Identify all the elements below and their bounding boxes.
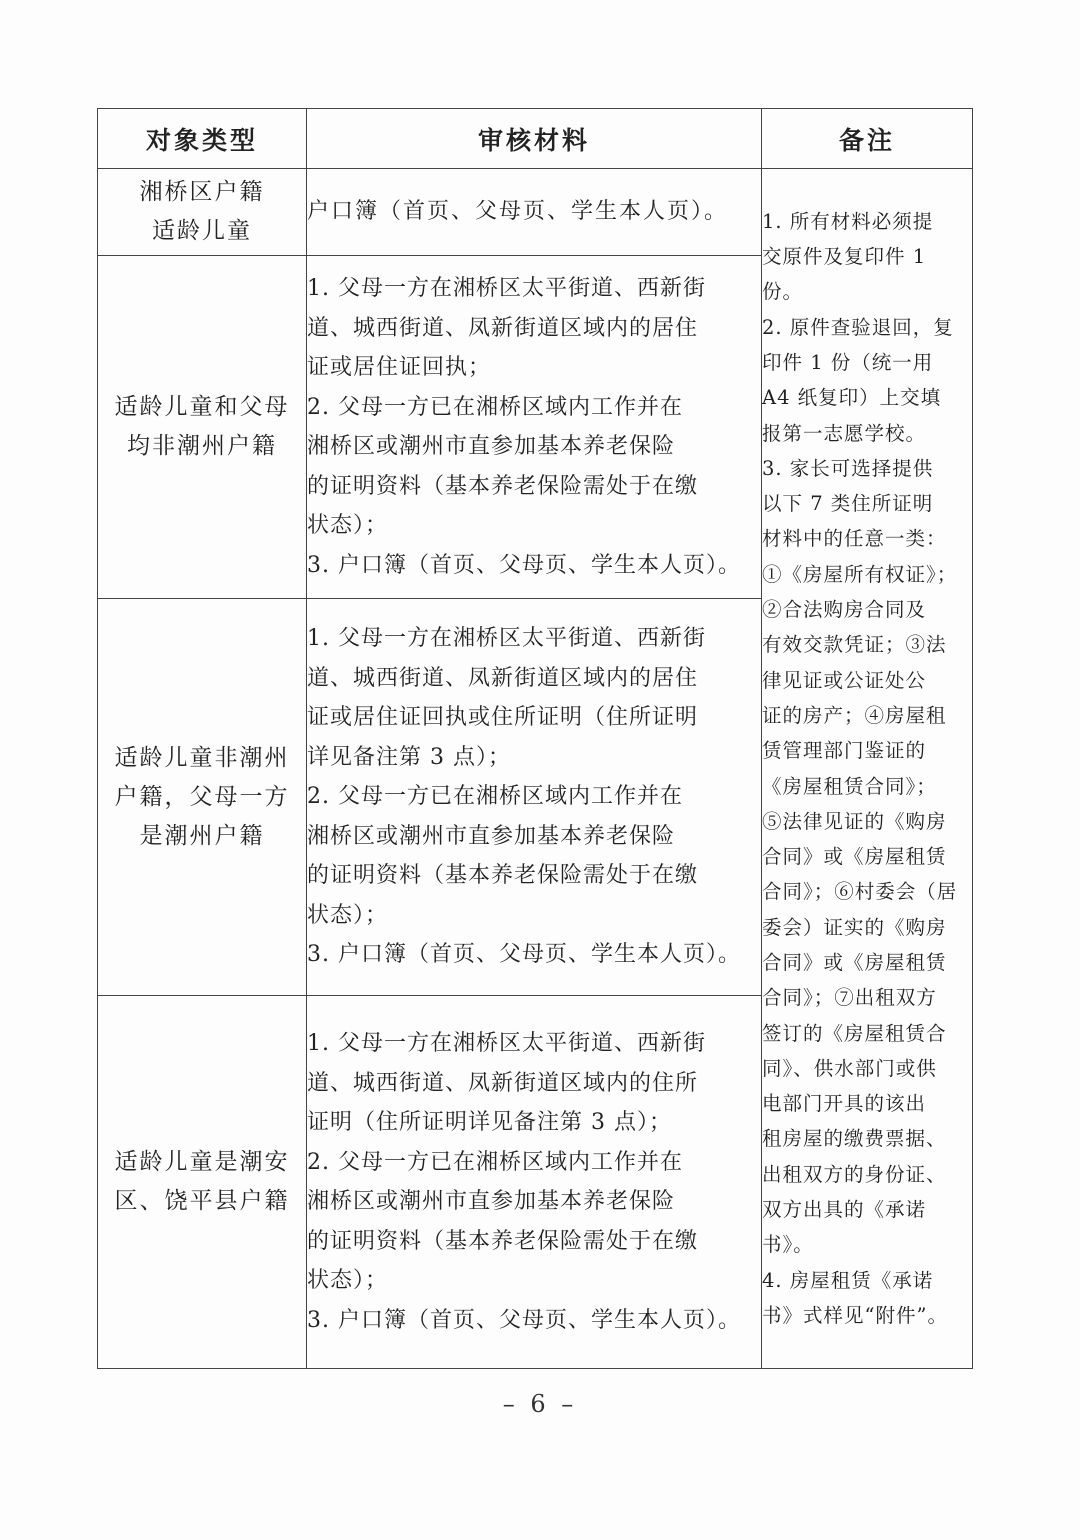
material-line: 证或居住证回执； [307, 355, 492, 380]
materials-cell [307, 599, 762, 996]
page-number: – 6 – [502, 1390, 578, 1418]
object-type-cell [98, 169, 307, 256]
header-object-type: 对象类型 [98, 109, 307, 169]
object-type-line: 适龄儿童和父母 [114, 394, 290, 420]
material-line: 3. 户口簿（首页、父母页、学生本人页）。 [307, 1307, 741, 1333]
material-line: 状态）； [307, 1268, 389, 1293]
material-line: 湘桥区或潮州市直参加基本养老保险 [307, 823, 676, 849]
note-line: 双方出具的《承诺 [762, 1198, 927, 1222]
note-line: 有效交款凭证；③法 [762, 633, 947, 657]
material-line: 道、城西街道、凤新街道区域内的住所 [307, 1070, 699, 1096]
note-line: 4. 房屋租赁《承诺 [762, 1268, 934, 1292]
material-line: 湘桥区或潮州市直参加基本养老保险 [307, 434, 676, 459]
note-line: 份。 [762, 280, 804, 304]
materials-cell [307, 996, 762, 1369]
object-type-line: 是潮州户籍 [139, 822, 265, 849]
object-type-line: 适龄儿童非潮州 [114, 744, 290, 771]
note-line: 报第一志愿学校。 [762, 421, 927, 445]
object-type-cell [98, 256, 307, 599]
material-line: 1. 父母一方在湘桥区太平街道、西新街 [307, 1031, 706, 1056]
note-line: 交原件及复印件 1 [762, 245, 927, 269]
note-line: 《房屋租赁合同》； [762, 774, 937, 798]
note-line: ⑤法律见证的《购房 [762, 809, 947, 833]
note-line: 印件 1 份（统一用 [762, 350, 934, 374]
note-line: 合同》或《房屋租赁 [762, 950, 947, 974]
material-line: 3. 户口簿（首页、父母页、学生本人页）。 [307, 942, 741, 968]
object-type-line: 区、饶平县户籍 [114, 1188, 290, 1214]
object-type-cell [98, 599, 307, 996]
note-line: 合同》；⑦出租双方 [762, 986, 937, 1010]
object-type-line: 适龄儿童 [152, 218, 252, 244]
materials-cell [307, 256, 762, 599]
note-line: ②合法购房合同及 [762, 598, 927, 622]
material-line: 2. 父母一方已在湘桥区域内工作并在 [307, 784, 683, 810]
note-line: 证的房产；④房屋租 [762, 703, 947, 727]
header-materials: 审核材料 [307, 109, 762, 169]
note-line: 书》式样见“附件”。 [762, 1303, 948, 1327]
object-type-cell [98, 996, 307, 1369]
note-line: 书》。 [762, 1233, 814, 1257]
note-line: 租房屋的缴费票据、 [762, 1127, 947, 1151]
note-line: 同》、供水部门或供 [762, 1056, 937, 1080]
note-line: 合同》或《房屋租赁 [762, 845, 947, 869]
material-line: 状态）； [307, 513, 389, 538]
materials-table [97, 108, 973, 1369]
material-line: 的证明资料（基本养老保险需处于在缴 [307, 863, 699, 889]
header-remarks: 备注 [762, 109, 973, 169]
material-line: 1. 父母一方在湘桥区太平街道、西新街 [307, 276, 706, 301]
material-line: 证或居住证回执或住所证明（住所证明 [307, 705, 699, 731]
material-line: 详见备注第 3 点）； [307, 744, 511, 770]
material-line: 2. 父母一方已在湘桥区域内工作并在 [307, 394, 683, 420]
material-line: 的证明资料（基本养老保险需处于在缴 [307, 1228, 699, 1254]
object-type-line: 户籍，父母一方 [114, 783, 290, 810]
table-row [98, 169, 973, 256]
note-line: ①《房屋所有权证》； [762, 562, 958, 586]
note-line: 赁管理部门鉴证的 [762, 739, 927, 763]
material-line: 状态）； [307, 902, 389, 928]
note-line: 1. 所有材料必须提 [762, 209, 934, 233]
object-type-line: 湘桥区户籍 [139, 179, 265, 205]
materials-cell [307, 169, 762, 256]
material-line: 证明（住所证明详见备注第 3 点）； [307, 1110, 672, 1135]
note-line: 材料中的任意一类： [762, 527, 947, 551]
material-line: 2. 父母一方已在湘桥区域内工作并在 [307, 1149, 683, 1175]
table-header-row [98, 109, 973, 169]
note-line: 律见证或公证处公 [762, 668, 927, 692]
note-line: 合同》；⑥村委会（居 [762, 880, 958, 904]
note-line: 签订的《房屋租赁合 [762, 1021, 947, 1045]
note-line: 3. 家长可选择提供 [762, 456, 934, 480]
material-line: 的证明资料（基本养老保险需处于在缴 [307, 473, 699, 499]
material-line: 道、城西街道、凤新街道区域内的居住 [307, 315, 699, 341]
remarks-cell [762, 169, 973, 1369]
note-line: 以下 7 类住所证明 [762, 492, 934, 516]
note-line: A4 纸复印）上交填 [762, 386, 942, 410]
material-line: 湘桥区或潮州市直参加基本养老保险 [307, 1189, 676, 1214]
note-line: 出租双方的身份证、 [762, 1162, 947, 1186]
note-line: 委会）证实的《购房 [762, 915, 947, 939]
material-line: 3. 户口簿（首页、父母页、学生本人页）。 [307, 552, 741, 578]
material-line: 道、城西街道、凤新街道区域内的居住 [307, 665, 699, 691]
note-line: 2. 原件查验退回，复 [762, 315, 954, 339]
material-line: 1. 父母一方在湘桥区太平街道、西新街 [307, 626, 706, 652]
note-line: 电部门开具的该出 [762, 1092, 927, 1116]
object-type-line: 适龄儿童是潮安 [114, 1149, 290, 1175]
material-line: 户口簿（首页、父母页、学生本人页）。 [307, 199, 729, 224]
object-type-line: 均非潮州户籍 [127, 433, 277, 459]
